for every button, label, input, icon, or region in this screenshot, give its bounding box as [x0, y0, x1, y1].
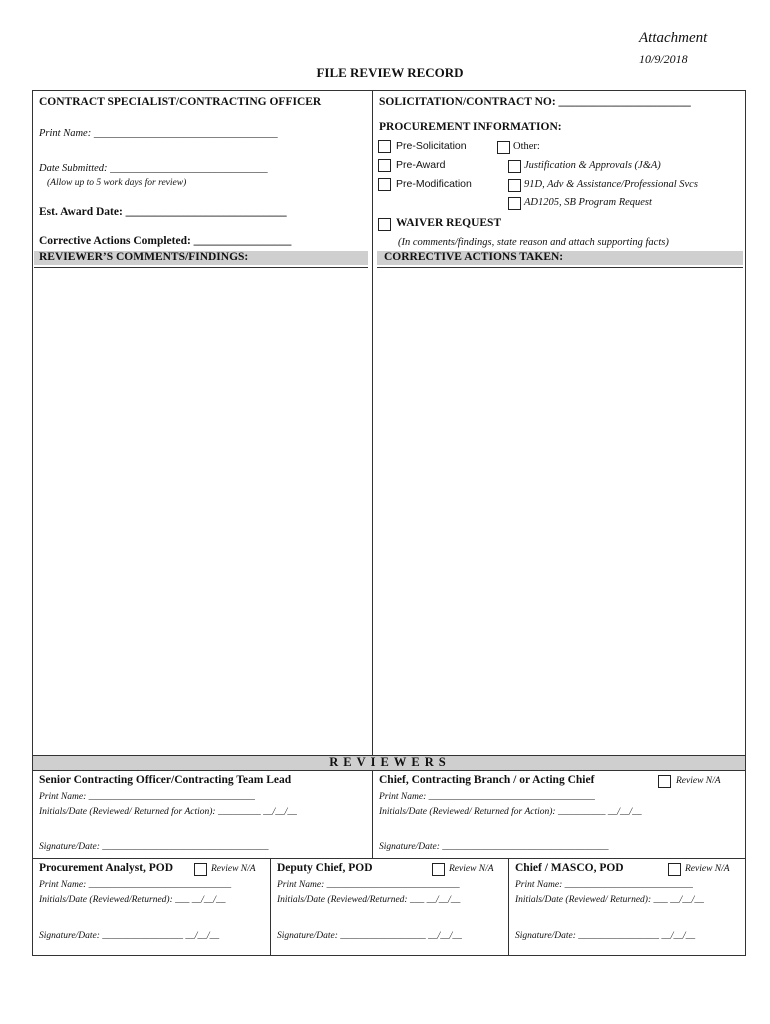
- procurement-info-heading: PROCUREMENT INFORMATION:: [379, 121, 562, 133]
- page-title: FILE REVIEW RECORD: [316, 65, 464, 80]
- deputy-chief-review-na-label: Review N/A: [449, 864, 494, 874]
- 91d-label: 91D, Adv & Assistance/Professional Svcs: [524, 179, 698, 190]
- analyst-print-name[interactable]: Print Name: ______________________________: [39, 880, 232, 890]
- allow-note: (Allow up to 5 work days for review): [47, 178, 187, 188]
- print-name-field[interactable]: Print Name: ___________________________________: [39, 128, 278, 139]
- chief-branch-signature[interactable]: Signature/Date: ___________________________________: [379, 842, 609, 852]
- reviewers-heading: REVIEWERS: [329, 755, 451, 769]
- masco-initials-date[interactable]: Initials/Date (Reviewed/ Returned): ___ __/__/__: [515, 895, 704, 905]
- pre-solicitation-label: Pre-Solicitation: [396, 140, 467, 152]
- senior-co-signature[interactable]: Signature/Date: ___________________________________: [39, 842, 269, 852]
- reviewer-comments-heading: REVIEWER’S COMMENTS/FINDINGS:: [39, 251, 249, 263]
- ja-checkbox[interactable]: [508, 160, 521, 173]
- senior-co-title: Senior Contracting Officer/Contracting Team Lead: [39, 774, 292, 786]
- waiver-request-label: WAIVER REQUEST: [396, 217, 502, 229]
- pre-solicitation-checkbox[interactable]: [378, 140, 391, 153]
- attachment-label: Attachment: [639, 30, 708, 46]
- pre-modification-checkbox[interactable]: [378, 178, 391, 191]
- date-submitted-field[interactable]: Date Submitted: ______________________________: [39, 163, 268, 174]
- analyst-title: Procurement Analyst, POD: [39, 862, 174, 874]
- est-award-date-field[interactable]: Est. Award Date: ____________________________: [39, 206, 287, 218]
- pre-modification-label: Pre-Modification: [396, 178, 472, 190]
- deputy-chief-initials-date[interactable]: Initials/Date (Reviewed/Returned: ___ __/__/__: [277, 895, 461, 905]
- chief-branch-review-na-checkbox[interactable]: [658, 775, 671, 788]
- masco-title: Chief / MASCO, POD: [515, 862, 624, 874]
- deputy-chief-title: Deputy Chief, POD: [277, 862, 373, 874]
- chief-branch-initials-date[interactable]: Initials/Date (Reviewed/ Returned for Action): __________ __/__/__: [379, 807, 642, 817]
- column-divider: [372, 90, 373, 755]
- corrective-actions-heading: CORRECTIVE ACTIONS TAKEN:: [384, 251, 564, 263]
- analyst-initials-date[interactable]: Initials/Date (Reviewed/Returned): ___ __/__/__: [39, 895, 226, 905]
- senior-co-initials-date[interactable]: Initials/Date (Reviewed/ Returned for Action): _________ __/__/__: [39, 807, 297, 817]
- header-date: 10/9/2018: [639, 52, 688, 66]
- waiver-note: (In comments/findings, state reason and attach supporting facts): [398, 237, 669, 248]
- ad1205-label: AD1205, SB Program Request: [524, 197, 652, 208]
- pre-award-label: Pre-Award: [396, 159, 446, 171]
- pre-award-checkbox[interactable]: [378, 159, 391, 172]
- other-label: Other:: [513, 141, 540, 152]
- reviewers-row1-divider: [372, 770, 373, 858]
- analyst-review-na-label: Review N/A: [211, 864, 256, 874]
- corrective-actions-completed-field[interactable]: Corrective Actions Completed: _________________: [39, 235, 292, 247]
- reviewers-row2-rule: [32, 858, 746, 859]
- corrective-heading-rule: [377, 267, 743, 268]
- deputy-chief-review-na-checkbox[interactable]: [432, 863, 445, 876]
- waiver-request-checkbox[interactable]: [378, 218, 391, 231]
- chief-branch-title: Chief, Contracting Branch / or Acting Chief: [379, 774, 595, 786]
- deputy-chief-signature[interactable]: Signature/Date: __________________ __/__/__: [277, 931, 462, 941]
- senior-co-print-name[interactable]: Print Name: ___________________________________: [39, 792, 255, 802]
- other-checkbox[interactable]: [497, 141, 510, 154]
- contract-specialist-heading: CONTRACT SPECIALIST/CONTRACTING OFFICER: [39, 96, 322, 108]
- comments-heading-rule: [34, 267, 368, 268]
- corrective-actions-area[interactable]: [375, 270, 743, 754]
- chief-branch-review-na-label: Review N/A: [676, 776, 721, 786]
- 91d-checkbox[interactable]: [508, 179, 521, 192]
- reviewers-row2-divider-2: [508, 858, 509, 955]
- chief-branch-print-name[interactable]: Print Name: ___________________________________: [379, 792, 595, 802]
- masco-review-na-checkbox[interactable]: [668, 863, 681, 876]
- masco-print-name[interactable]: Print Name: ___________________________: [515, 880, 693, 890]
- masco-review-na-label: Review N/A: [685, 864, 730, 874]
- solicitation-contract-field[interactable]: SOLICITATION/CONTRACT NO: _______________________: [379, 96, 691, 108]
- reviewers-row2-divider-1: [270, 858, 271, 955]
- ja-label: Justification & Approvals (J&A): [524, 160, 661, 171]
- masco-signature[interactable]: Signature/Date: _________________ __/__/__: [515, 931, 696, 941]
- analyst-review-na-checkbox[interactable]: [194, 863, 207, 876]
- reviewers-bottom-rule: [32, 770, 746, 771]
- reviewer-comments-area[interactable]: [34, 270, 370, 754]
- deputy-chief-print-name[interactable]: Print Name: ____________________________: [277, 880, 460, 890]
- ad1205-checkbox[interactable]: [508, 197, 521, 210]
- analyst-signature[interactable]: Signature/Date: _________________ __/__/__: [39, 931, 220, 941]
